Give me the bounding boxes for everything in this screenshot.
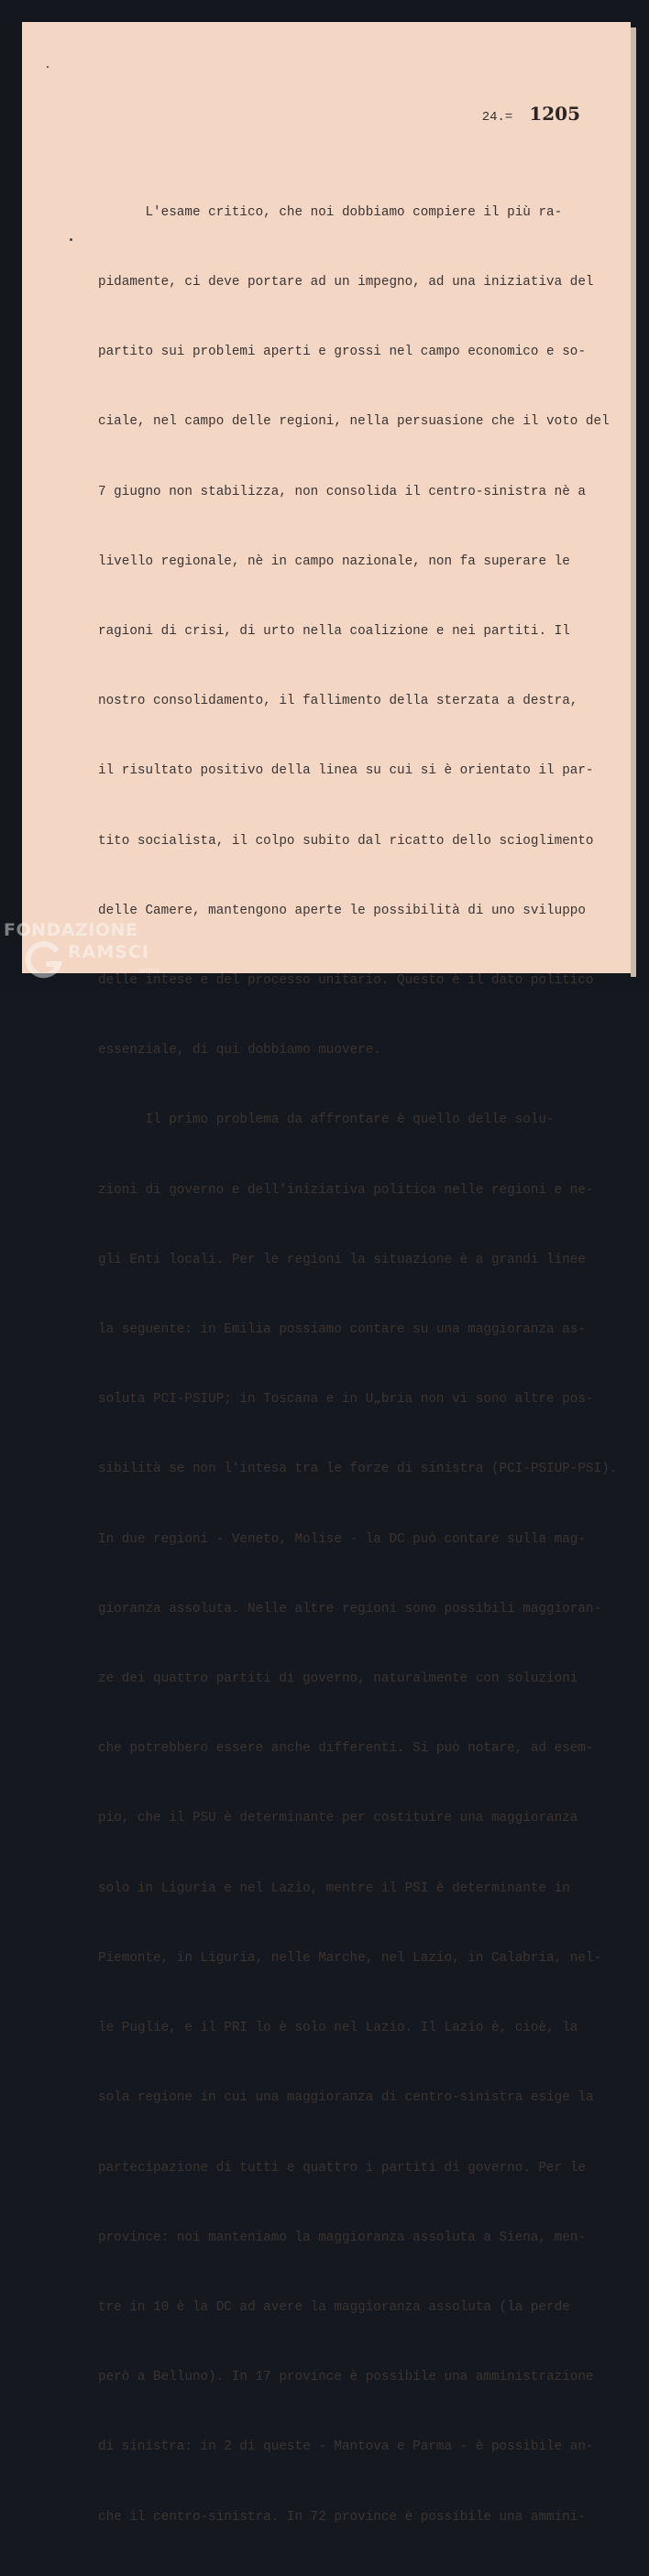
text-line: la seguente: in Emilia possiamo contare su una maggioranza as-: [98, 1322, 586, 1338]
text-line: delle Camere, mantengono aperte le possibilità di uno sviluppo: [98, 903, 586, 918]
text-line: però a Belluno). In 17 province è possibile una amministrazione: [98, 2370, 594, 2385]
text-line: ciale, nel campo delle regioni, nella persuasione che il voto del: [98, 414, 610, 430]
stamped-page-number: 1205: [529, 103, 580, 125]
body-text: [98, 155, 618, 2576]
text-line: le Puglie, e il PRI lo è solo nel Lazio. Il Lazio è, cioè, la: [98, 2021, 578, 2036]
text-line: province: noi manteniamo la maggioranza assoluta a Siena, men-: [98, 2230, 586, 2245]
text-line: solo in Liguria e nel Lazio, mentre il PSI è determinante in: [98, 1880, 570, 1896]
text-line: il risultato positivo della linea su cui si è orientato il par-: [98, 763, 594, 779]
text-line: soluta PCI-PSIUP; in Toscana e in U„bria non vi sono altre pos-: [98, 1392, 594, 1408]
text-line: sola regione in cui una maggioranza di centro-sinistra esige la: [98, 2090, 594, 2106]
text-line: partecipazione di tutti e quattro i partiti di governo. Per le: [98, 2160, 586, 2176]
typewritten-page: [22, 22, 631, 2525]
text-line: ragioni di crisi, di urto nella coalizione e nei partiti. Il: [98, 624, 570, 640]
watermark-line-2: RAMSCI: [68, 942, 149, 962]
sheet-reference: 24.=: [481, 110, 513, 125]
text-line: livello regionale, nè in campo nazionale, non fa superare le: [98, 554, 570, 569]
text-line: tre in 10 è la DC ad avere la maggioranza assoluta (la perde: [98, 2299, 570, 2315]
text-line: essenziale, di qui dobbiamo muovere.: [98, 1043, 381, 1058]
text-line: che potrebbero essere anche differenti. Si può notare, ad esem-: [98, 1741, 594, 1757]
text-line: pidamente, ci deve portare ad un impegno, ad una iniziativa del: [98, 275, 594, 290]
text-line: ze dei quattro partiti di governo, naturalmente con soluzioni: [98, 1672, 578, 1687]
text-line: Il primo problema da affrontare è quello delle solu-: [98, 1113, 555, 1128]
text-line: delle intese e del processo unitario. Questo è il dato politico: [98, 973, 594, 989]
text-line: In due regioni - Veneto, Molise - la DC può contare sulla mag-: [98, 1531, 586, 1547]
text-line: tito socialista, il colpo subito dal ricatto dello scioglimento: [98, 833, 594, 849]
text-line: di sinistra: in 2 di queste - Mantova e Parma - è possibile an-: [98, 2439, 594, 2455]
watermark-line-1: FONDAZIONE: [4, 920, 138, 940]
page-edge: [631, 27, 636, 977]
text-line: L'esame critico, che noi dobbiamo compiere il più ra-: [98, 204, 563, 220]
corner-mark: [47, 66, 49, 68]
text-line: partito sui problemi aperti e grossi nel campo economico e so-: [98, 345, 586, 360]
text-line: che il centro-sinistra. In 72 province è possibile una ammini-: [98, 2509, 586, 2525]
text-line: pio, che il PSU è determinante per costituire una maggioranza: [98, 1811, 578, 1826]
text-line: 7 giugno non stabilizza, non consolida il centro-sinistra nè a: [98, 484, 586, 499]
text-line: Piemonte, in Liguria, nelle Marche, nel Lazio, in Calabria, nel-: [98, 1950, 602, 1966]
text-line: nostro consolidamento, il fallimento della sterzata a destra,: [98, 694, 578, 709]
text-line: gli Enti locali. Per le regioni la situazione è a grandi linee: [98, 1252, 586, 1267]
watermark-line-3: onlus: [139, 966, 160, 974]
page-header: [482, 103, 580, 125]
text-line: zioni di governo e dell'iniziativa politica nelle regioni e ne-: [98, 1182, 594, 1198]
text-line: sibilità se non l'intesa tra le forze di sinistra (PCI-PSIUP-PSI).: [98, 1462, 618, 1477]
margin-mark: [70, 238, 72, 241]
text-line: gioranza assoluta. Nelle altre regioni sono possibili maggioran-: [98, 1601, 602, 1617]
